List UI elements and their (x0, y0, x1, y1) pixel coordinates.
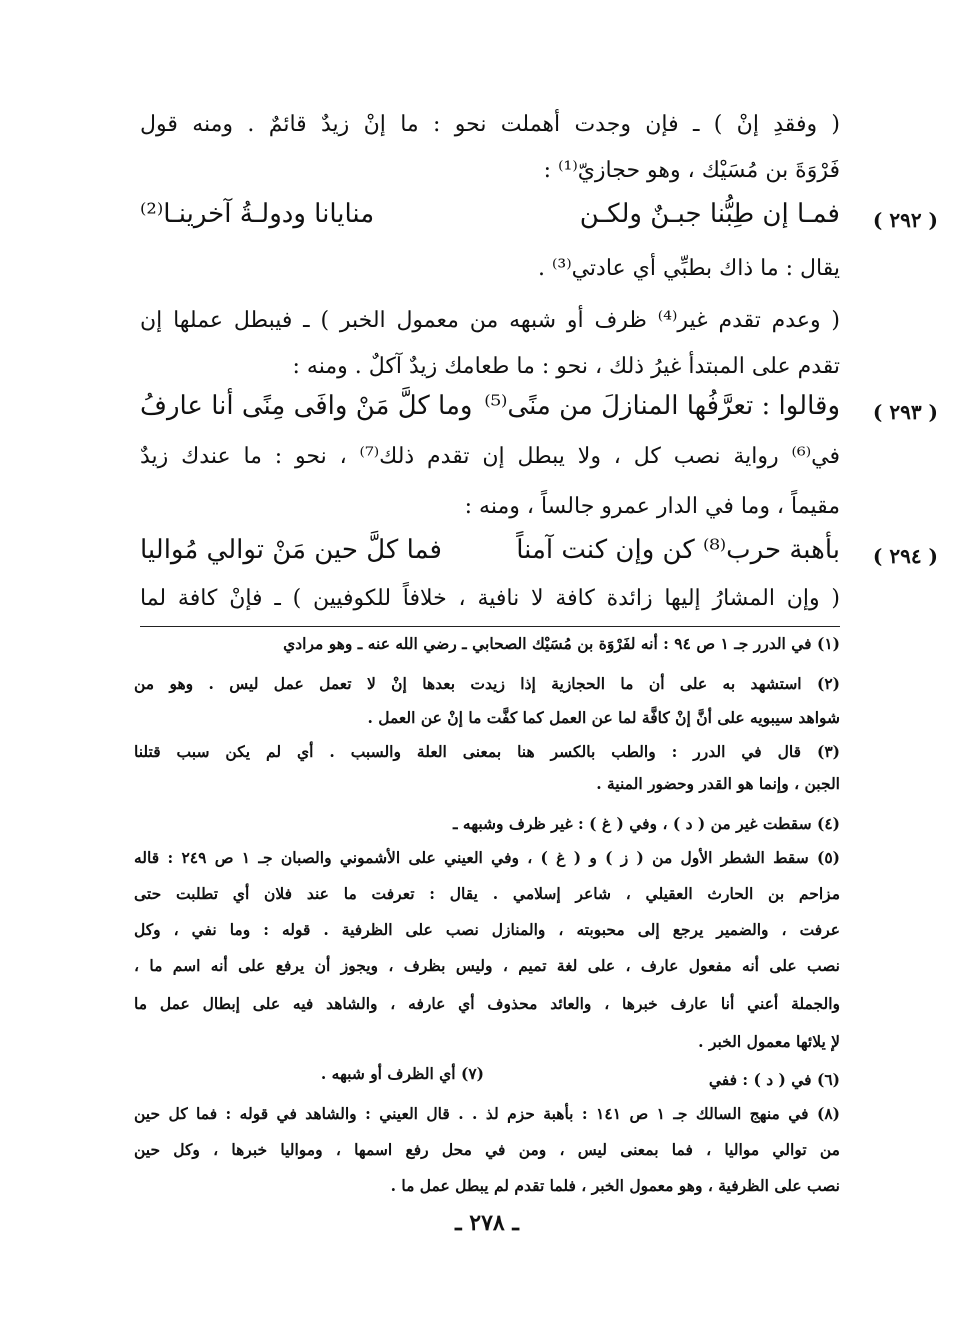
verse-294-second-hemistich: فما كلَّ حين مَنْ توالي مُواليا (140, 535, 442, 565)
main-line-2: فَرْوَةَ بن مُسَيْك ، وهو حجازيّ⁽¹⁾ : (543, 158, 840, 183)
verse-number-293: ( ٢٩٣ ) (872, 400, 938, 424)
verse-293-first-hemistich: وقالوا : تعرَّفُها المنازلَ من منًى⁽⁵⁾ (484, 391, 840, 421)
page-number: ـ ٢٧٨ ـ (455, 1210, 519, 1236)
verse-292-second-hemistich: منايانا ودولـةُ آخرينـا⁽²⁾ (140, 199, 375, 229)
footnote-5-cont-3: نصب على أنه مفعول عارف ، على لغة تميم ، وليس بظرف ، ويجوز أن يرفع على أنه اسم ما ، (134, 956, 840, 975)
footnote-7: (٧) أي الظرف أو شبهه . (320, 1064, 484, 1083)
verse-292 (140, 200, 840, 240)
main-line-1: ( وفقدِ إنْ ) ـ فإن وجدت أهملت نحو : ما إنْ زيدٌ قائمٌ . ومنه قول (140, 112, 840, 137)
verse-294-first-hemistich: بأهبة حرب⁽⁸⁾ كن وإن كنت آمناً (516, 535, 840, 565)
footnote-5-cont-2: عرفت ، والضمير يرجع إلى محبوبته ، والمنازل نصب على الظرفية . قوله : وما نفي ، وكل (134, 920, 840, 939)
main-line-3: يقال : ما ذاك بطبِّي أي عادتي⁽³⁾ . (537, 256, 840, 281)
main-line-5: تقدم على المبتدأ غيرُ ذلك ، نحو : ما طعامك زيدٌ آكلٌ . ومنه : (292, 354, 840, 379)
verse-number-294: ( ٢٩٤ ) (872, 544, 938, 568)
main-line-7: مقيماً ، وما في الدار عمرو جالساً ، ومنه : (464, 494, 840, 519)
footnote-5-cont-4: والجملة أعني أنا عارف خبرها ، والعائد محذوف أي عارفه ، والشاهد فيه على إبطال عمل ما (134, 994, 840, 1013)
main-line-6: في⁽⁶⁾ رواية نصب كل ، ولا يبطل إن تقدم ذلك⁽⁷⁾ ، نحو : ما عندك زيدٌ (140, 444, 840, 469)
footnote-1: (١) في الدرر جـ ١ ص ٩٤ : أنه لفَرْوَة بن مُسَيْك الصحابي ـ رضي الله عنه ـ وهو مرادي (283, 634, 840, 653)
footnote-8: (٨) في منهج السالك جـ ١ ص ١٤١ : بأهبة حزم لذ . . قال العيني : والشاهد في قوله : فما كل حين (134, 1104, 840, 1123)
footnote-6: (٦) في ( د ) : ففي (708, 1070, 840, 1089)
footnote-2: (٢) استشهد به على أن ما الحجازية إذا زيدت بعدها إنْ لا تعمل عمل ليس . وهو من (134, 674, 840, 693)
main-line-8: ( وإن المشارُ إليها زائدة كافة لا نافية ، خلافاً للكوفيين ) ـ فإنْ كافة لما (140, 586, 840, 611)
footnote-separator (140, 626, 840, 627)
verse-293 (140, 392, 840, 432)
footnote-5-cont-1: مزاحم بن الحارث العقيلي ، شاعر إسلامي . يقال : تعرفت ما عند فلان أي تطلبت حتى (134, 884, 840, 903)
footnote-4: (٤) سقطت غير من ( د ) ، وفي ( غ ) : غير ظرف وشبهه ـ (452, 814, 840, 833)
verse-294 (140, 536, 840, 576)
verse-292-first-hemistich: فمـا إن طِبُّنا جبـنٌ ولكـن (579, 199, 840, 229)
footnote-3-cont: الجبن ، وإنما هو القدر وحضور المنية . (596, 774, 840, 793)
footnote-2-cont: شواهد سيبويه على أنَّ إنْ كافَّة لما عن العمل كما كفَّت ما إنْ عن العمل . (367, 708, 840, 727)
footnote-3: (٣) قال في الدرر : والطب بالكسر هنا بمعنى العلة والسبب . أي لم يكن سبب قتلنا (134, 742, 840, 761)
footnote-8-cont-1: من توالي مواليا ، فما بمعنى ليس ، ومن في محل رفع اسمها ، ومواليا خبرها ، وكل حين (134, 1140, 840, 1159)
verse-293-second-hemistich: وما كلَّ مَنْ وافَى مِنًى أنا عارفُ (140, 391, 473, 421)
verse-number-292: ( ٢٩٢ ) (872, 208, 938, 232)
footnote-5: (٥) سقط الشطر الأول من ( ز ) و ( غ ) ، وفي العيني على الأشموني والصبان جـ ١ ص ٢٤٩ : قاله (134, 848, 840, 867)
main-line-4: ( وعدم تقدم غير⁽⁴⁾ ظرف أو شبهه من معمول الخبر ) ـ فيبطل عملها إن (140, 308, 841, 333)
footnote-5-cont-5: لإ يلائها معمول الخبر . (698, 1032, 840, 1051)
footnote-8-cont-2: نصب على الظرفية ، وهو معمول الخبر ، فلما تقدم لم يبطل عمل ما . (390, 1176, 840, 1195)
